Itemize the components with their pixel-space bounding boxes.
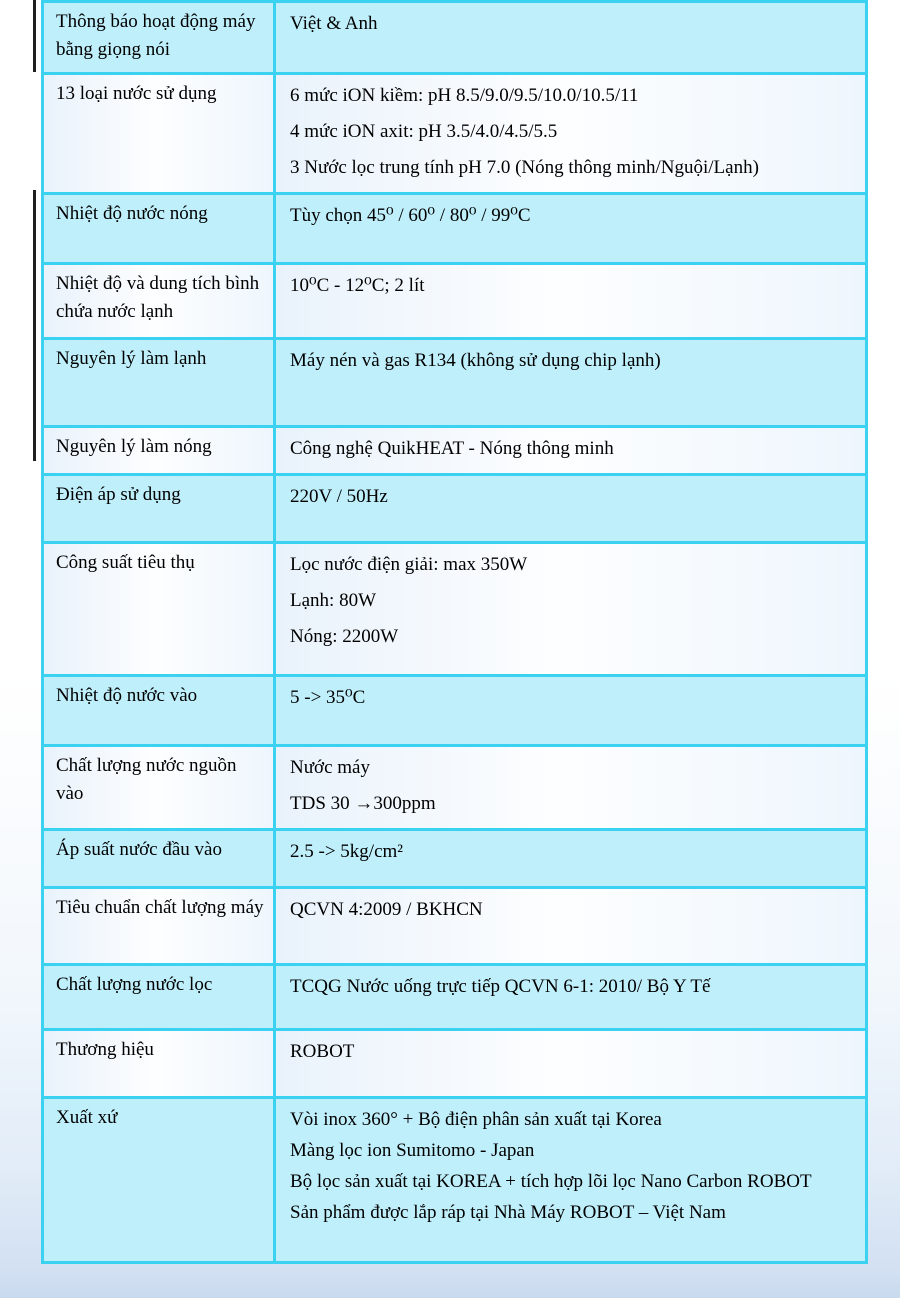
table-row — [43, 830, 867, 888]
spec-value-cell — [275, 830, 867, 888]
spec-label-cell: Nguyên lý làm nóng — [43, 427, 275, 475]
table-row — [43, 543, 867, 676]
spec-value-line: Lạnh: 80W — [290, 590, 377, 611]
spec-value-line: 3 Nước lọc trung tính pH 7.0 (Nóng thông minh/Nguội/Lạnh) — [290, 157, 759, 178]
spec-label-cell: Nguyên lý làm lạnh — [43, 339, 275, 427]
spec-value-line: 220V / 50Hz — [290, 486, 388, 507]
spec-value-line: 6 mức iON kiềm: pH 8.5/9.0/9.5/10.0/10.5/11 — [290, 85, 639, 106]
spec-label-cell: Chất lượng nước nguồn vào — [43, 746, 275, 830]
spec-value-line: Tùy chọn 45⁰ / 60⁰ / 80⁰ / 99⁰C — [290, 205, 531, 226]
spec-label-cell: Nhiệt độ và dung tích bình chứa nước lạnh — [43, 264, 275, 339]
table-row — [43, 264, 867, 339]
spec-value-cell — [275, 1098, 867, 1263]
spec-value-line: 5 -> 35⁰C — [290, 687, 366, 708]
spec-value-line: QCVN 4:2009 / BKHCN — [290, 899, 483, 920]
spec-value-line: Nóng: 2200W — [290, 626, 399, 647]
spec-value-cell — [275, 264, 867, 339]
spec-value-cell — [275, 339, 867, 427]
table-left-edge-line — [33, 190, 36, 461]
spec-value-cell — [275, 194, 867, 264]
spec-value-line: Máy nén và gas R134 (không sử dụng chip lạnh) — [290, 350, 661, 371]
spec-value-line: Bộ lọc sản xuất tại KOREA + tích hợp lõi lọc Nano Carbon ROBOT — [290, 1171, 812, 1192]
table-row — [43, 74, 867, 194]
spec-value-line: ROBOT — [290, 1041, 355, 1062]
table-row — [43, 676, 867, 746]
spec-table — [41, 0, 868, 1264]
table-row — [43, 1098, 867, 1263]
table-row — [43, 2, 867, 74]
spec-value-cell — [275, 965, 867, 1030]
table-row — [43, 194, 867, 264]
spec-value-cell — [275, 427, 867, 475]
spec-label-cell: Công suất tiêu thụ — [43, 543, 275, 676]
spec-label-cell: Xuất xứ — [43, 1098, 275, 1263]
spec-value-line: 2.5 -> 5kg/cm² — [290, 841, 403, 862]
spec-table-container — [41, 0, 868, 1264]
spec-value-line: TDS 30 →300ppm — [290, 793, 436, 814]
spec-label-cell: Thông báo hoạt động máy bằng giọng nói — [43, 2, 275, 74]
table-row — [43, 965, 867, 1030]
spec-label-cell: Áp suất nước đầu vào — [43, 830, 275, 888]
spec-label-cell: Điện áp sử dụng — [43, 475, 275, 543]
spec-value-cell — [275, 543, 867, 676]
spec-value-cell — [275, 475, 867, 543]
spec-value-line: Việt & Anh — [290, 13, 378, 34]
spec-value-cell — [275, 676, 867, 746]
table-row — [43, 888, 867, 965]
spec-value-line: 10⁰C - 12⁰C; 2 lít — [290, 275, 425, 296]
spec-value-line: Nước máy — [290, 757, 370, 778]
spec-label-cell: 13 loại nước sử dụng — [43, 74, 275, 194]
spec-label-cell: Nhiệt độ nước vào — [43, 676, 275, 746]
spec-value-line: Công nghệ QuikHEAT - Nóng thông minh — [290, 438, 614, 459]
table-row — [43, 339, 867, 427]
table-row — [43, 475, 867, 543]
spec-value-line: Vòi inox 360° + Bộ điện phân sản xuất tại Korea — [290, 1109, 662, 1130]
table-row — [43, 746, 867, 830]
spec-label-cell: Thương hiệu — [43, 1030, 275, 1098]
spec-value-line: Lọc nước điện giải: max 350W — [290, 554, 528, 575]
spec-label-cell: Tiêu chuẩn chất lượng máy — [43, 888, 275, 965]
spec-value-cell — [275, 2, 867, 74]
spec-value-cell — [275, 74, 867, 194]
table-row — [43, 1030, 867, 1098]
spec-label-cell: Chất lượng nước lọc — [43, 965, 275, 1030]
table-row — [43, 427, 867, 475]
spec-value-cell — [275, 746, 867, 830]
spec-value-line: TCQG Nước uống trực tiếp QCVN 6-1: 2010/ Bộ Y Tế — [290, 976, 711, 997]
spec-label-cell: Nhiệt độ nước nóng — [43, 194, 275, 264]
table-left-edge-line — [33, 0, 36, 72]
spec-value-line: Màng lọc ion Sumitomo - Japan — [290, 1140, 535, 1161]
spec-value-cell — [275, 888, 867, 965]
spec-value-cell — [275, 1030, 867, 1098]
spec-value-line: 4 mức iON axit: pH 3.5/4.0/4.5/5.5 — [290, 121, 558, 142]
spec-value-line: Sản phẩm được lắp ráp tại Nhà Máy ROBOT – Việt Nam — [290, 1202, 726, 1223]
